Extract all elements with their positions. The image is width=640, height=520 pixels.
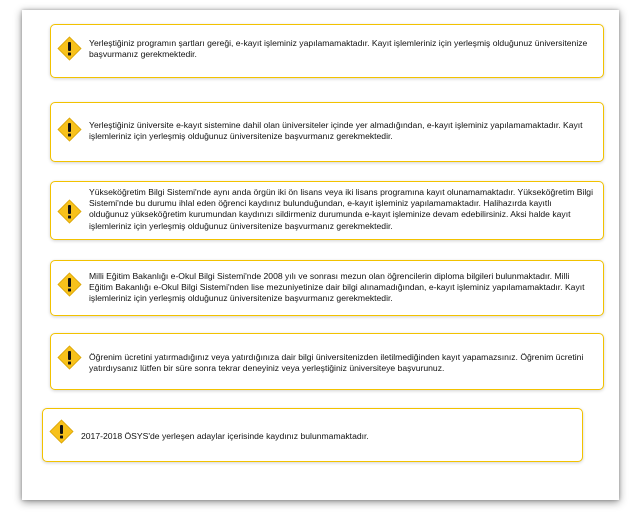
warning-icon <box>57 272 82 297</box>
alert-message: 2017-2018 ÖSYS'de yerleşen adaylar içerisinde kaydınız bulunmamaktadır. <box>81 431 369 441</box>
alert-message: Yerleştiğiniz üniversite e-kayıt sistemine dahil olan üniversiteler içinde yer almadığından, e-kayıt işleminiz yapılamamaktadır. Kayıt işlemleriniz için yerleşmiş olduğunuz üniversitenize başvurmanız gerekmektedir. <box>89 120 583 142</box>
warning-icon <box>57 345 82 370</box>
warning-icon <box>57 117 82 142</box>
alert-no-osys-record <box>42 408 583 462</box>
alert-tuition-unpaid <box>50 333 604 390</box>
warning-icon <box>57 199 82 224</box>
alert-message: Milli Eğitim Bakanlığı e-Okul Bilgi Sistemi'nde 2008 yılı ve sonrası mezun olan öğrencilerin diploma bilgileri bulunmaktadır. Milli Eğitim Bakanlığı e-Okul Bilgi Sistemi'nden lise mezuniyetinize dair bilgi alınamadığından, e-kayıt işleminiz yapılamamaktadır. Kayıt işlemleriniz için yerleşmiş olduğunuz üniversitenize başvurmanız gerekmektedir. <box>89 271 585 304</box>
alert-message: Yükseköğretim Bilgi Sistemi'nde aynı anda örgün iki ön lisans veya iki lisans programına kayıt olunamamaktadır. Yükseköğretim Bilgi Sistemi'nde bu durumu ihlal eden öğrenci kaydınız bulunduğundan, e-kayıt işleminiz yapılamamaktadır. Halihazırda kayıtlı olduğunuz yükseköğretim kurumundan kaydınızı sildirmeniz durumunda e-kayıt işleminize devam edebilirsiniz. Aksi halde kayıt işlemleriniz için yerleşmiş olduğunuz üniversitenize başvurmanız gerekmektedir. <box>89 187 593 231</box>
alert-message: Öğrenim ücretini yatırmadığınız veya yatırdığınıza dair bilgi üniversitenizden iletilmediğinden kayıt yapamazsınız. Öğrenim ücretini yatırdıysanız lütfen bir süre sonra tekrar deneyiniz veya yerleştiğiniz üniversiteye başvurunuz. <box>89 352 584 374</box>
alert-university-not-in-system <box>50 102 604 162</box>
alerts-panel <box>22 10 619 500</box>
warning-icon <box>49 419 74 444</box>
warning-icon <box>57 36 82 61</box>
alert-message: Yerleştiğiniz programın şartları gereği, e-kayıt işleminiz yapılamamaktadır. Kayıt işlemleriniz için yerleşmiş olduğunuz üniversitenize başvurmanız gerekmektedir. <box>89 38 588 60</box>
alert-program-requirements <box>50 24 604 78</box>
alert-yoksis-double-enrollment <box>50 181 604 240</box>
alert-eokul-diploma <box>50 260 604 316</box>
